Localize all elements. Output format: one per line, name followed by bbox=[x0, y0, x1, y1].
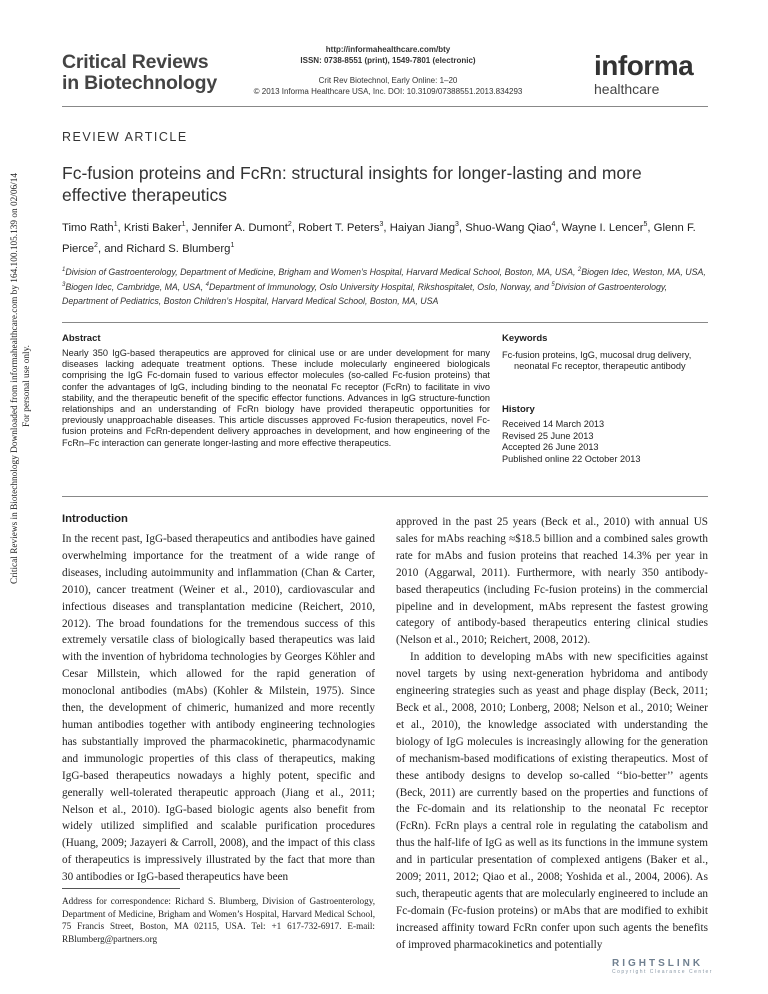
author-affiliation-mark: 2 bbox=[94, 241, 98, 249]
correspondence-footnote: Address for correspondence: Richard S. Blumberg, Division of Gastroenterology, Department of Medicine, Brigham and Women’s Hospital, Harvard Medical School, 75 Francis Street, Boston, MA 02115, USA. Tel: +1 617-732-6917. E-mail: RBlumberg@partners.org bbox=[62, 896, 375, 944]
article-type: REVIEW ARTICLE bbox=[62, 130, 188, 144]
author-affiliation-mark: 5 bbox=[643, 221, 648, 228]
affiliation-list bbox=[62, 264, 712, 308]
author-name: Timo Rath bbox=[62, 221, 114, 234]
author-separator: , bbox=[291, 221, 299, 234]
history-list bbox=[502, 419, 712, 465]
affiliation-mark: 5 bbox=[551, 282, 555, 289]
author-separator: , bbox=[555, 221, 562, 234]
rightslink-logo-subtext: Copyright Clearance Center bbox=[612, 969, 713, 975]
author-affiliation-mark: 1 bbox=[230, 241, 235, 249]
affiliation-text: Department of Immunology, Oslo University Hospital, Rikshospitalet, Oslo, Norway, and bbox=[209, 282, 552, 293]
affiliation-text: Biogen Idec, Cambridge, MA, USA, bbox=[65, 282, 206, 293]
history-revised: Revised 25 June 2013 bbox=[502, 430, 594, 441]
keywords-text: Fc-fusion proteins, IgG, mucosal drug delivery, neonatal Fc receptor, therapeutic antibody bbox=[502, 350, 692, 372]
affiliation-mark: 2 bbox=[577, 267, 582, 273]
author-separator: , bbox=[185, 221, 192, 234]
download-notice bbox=[9, 172, 37, 584]
history-published: Published online 22 October 2013 bbox=[502, 453, 641, 464]
affiliation-mark: 4 bbox=[205, 282, 210, 289]
body-left-column bbox=[62, 531, 375, 886]
author-name: Haiyan Jiang bbox=[389, 221, 456, 234]
author-name: Richard S. Blumberg bbox=[126, 242, 231, 255]
author-name: Glenn F. Pierce bbox=[62, 221, 696, 255]
journal-citation: Crit Rev Biotechnol, Early Online: 1–20 bbox=[318, 76, 458, 85]
author-separator: , and bbox=[97, 242, 127, 255]
author-affiliation-mark: 2 bbox=[287, 221, 292, 228]
journal-logo bbox=[62, 52, 232, 94]
abstract-top-divider bbox=[62, 322, 708, 323]
publisher-logo bbox=[594, 52, 693, 98]
author-affiliation-mark: 1 bbox=[181, 221, 186, 228]
abstract-bottom-divider bbox=[62, 496, 708, 497]
publisher-word2: healthcare bbox=[594, 81, 660, 97]
author-list bbox=[62, 216, 712, 258]
affiliation-text: Biogen Idec, Weston, MA, USA, bbox=[581, 266, 706, 277]
abstract-heading: Abstract bbox=[62, 333, 101, 344]
author-affiliation-mark: 4 bbox=[551, 221, 556, 228]
affiliation-mark: 3 bbox=[62, 282, 66, 289]
journal-url[interactable]: http://informahealthcare.com/bty bbox=[325, 45, 451, 54]
body-right-column bbox=[396, 514, 708, 954]
abstract-text: Nearly 350 IgG-based therapeutics are approved for clinical use or are under development for many diseases lacking adequate treatment options. These include molecularly engineered biologicals comprising the IgG Fc-domain fused to various effector molecules (so-called Fc-fusion proteins) that confer the advantages of IgG, including binding to the neonatal Fc receptor (FcRn) to facilitate in vivo stability, and the therapeutic benefit of the specific effector functions. Advances in IgG structure-function relationships and an understanding of FcRn biology have provided therapeutic opportunities for previously unapproachable diseases. This article discusses approved Fc-fusion therapeutics, novel Fc-fusion proteins and FcRn-dependent delivery approaches in development, and how engineering of the FcRn–Fc interaction can generate longer-lasting and more effective therapeutics. bbox=[62, 348, 490, 448]
intro-paragraph-2: approved in the past 25 years (Beck et al., 2010) with annual US sales for mAbs reaching ≈$18.5 billion and a combined sales growth rate for mAbs and fusion proteins that reached 14.3% per year in 2010 (Aggarwal, 2011). Furthermore, with nearly 350 antibody-based therapeutics (including Fc-fusion proteins) in the commercial pipeline and in development, mAbs represent the fastest growing category of antibody-based therapeutics entering clinical studies (Nelson et al., 2010; Reichert, 2008, 2012). bbox=[396, 516, 708, 647]
author-separator: , bbox=[458, 221, 466, 234]
journal-info bbox=[238, 44, 538, 97]
history-received: Received 14 March 2013 bbox=[502, 419, 605, 429]
author-separator: , bbox=[117, 221, 124, 234]
author-name: Robert T. Peters bbox=[298, 221, 380, 234]
author-affiliation-mark: 3 bbox=[455, 221, 459, 228]
author-separator: , bbox=[383, 221, 390, 234]
footnote-divider bbox=[62, 888, 180, 889]
journal-issn: ISSN: 0738-8551 (print), 1549-7801 (electronic) bbox=[300, 56, 476, 65]
author-name: Kristi Baker bbox=[123, 221, 182, 234]
affiliation-mark: 1 bbox=[62, 267, 66, 273]
introduction-heading: Introduction bbox=[62, 513, 128, 525]
intro-paragraph-3: In addition to developing mAbs with new specificities against novel targets by using next-generation hybridoma and antibody engineering strategies such as yeast and phage display (Beck, 2011; Beck et al., 2008, 2010; Lonberg, 2008; Nelson et al., 2010; Weiner et al., 2010), the knowledge associated with understanding the biology of IgG molecules is increasingly allowing for the generation of mechanism-based modifications of existing therapeutics. Most of these antibody designs to develop so-called ‘‘bio-better’’ agents (Beck, 2011) are currently based on the properties and functions of the Fc-domain and its relationship to the neonatal Fc receptor (FcRn). FcRn plays a central role in regulating the catabolism and thus the half-life of IgG as well as its functions in the immune system and in particular presentation of complexed antigens (Baker et al., 2009; 2011, 2012; Qiao et al., 2008; Yoshida et al., 2004, 2006). As such, therapeutic agents that are molecularly engineered to include an Fc-domain (Fc-fusion proteins) or mAbs that are modified to exhibit increased affinity toward FcRn confer upon such agents the benefits of improved pharmacokinetics and potentially bbox=[396, 651, 708, 951]
keywords-heading: Keywords bbox=[502, 333, 548, 344]
affiliation-text: Division of Gastroenterology, Department of Pediatrics, Boston Children’s Hospital, Harvard Medical School, Boston, MA, USA bbox=[62, 282, 668, 306]
author-separator: , bbox=[647, 221, 654, 234]
author-affiliation-mark: 1 bbox=[113, 221, 118, 228]
history-heading: History bbox=[502, 404, 535, 415]
header-divider bbox=[62, 106, 708, 107]
article-title: Fc-fusion proteins and FcRn: structural insights for longer-lasting and more effective therapeutics bbox=[62, 163, 642, 205]
author-affiliation-mark: 3 bbox=[379, 221, 384, 228]
author-name: Shuo-Wang Qiao bbox=[465, 221, 552, 234]
intro-paragraph-1: In the recent past, IgG-based therapeutics and antibodies have gained overwhelming importance for the treatment of a wide range of diseases, including autoimmunity and inflammation (Chan & Carter, 2010), cancer treatment (Weiner et al., 2010), cardiovascular and infectious diseases and transplantation medicine (Reichert, 2010, 2012). The broad foundations for the tremendous success of this extremely versatile class of biologically based therapeutics was laid with the invention of hybridoma technologies by Georges Köhler and Cesar Millstein, which allowed for the rapid generation of monoclonal antibodies (mAbs) (Kohler & Milstein, 1975). Since then, the development of chimeric, humanized and more recently human antibodies together with antibody engineering technologies has substantially improved the pharmacokinetic, pharmacodynamic and immunologic properties of this class of therapeutics, making IgG-based therapeutics nowadays a highly potent, specific and generally well-tolerated therapeutic approach (Jiang et al., 2011; Nelson et al., 2010). IgG-based biologic agents also benefit from widely utilized simplified and scalable purification procedures (Huang, 2009; Jazayeri & Carroll, 2008), and the impact of this class of therapeutics is impressively illustrated by the fact that more than 30 antibodies or IgG-based therapeutics have been bbox=[62, 533, 375, 884]
journal-name-line1: Critical Reviews bbox=[62, 51, 209, 73]
history-accepted: Accepted 26 June 2013 bbox=[502, 442, 599, 452]
author-name: Jennifer A. Dumont bbox=[191, 221, 288, 234]
rightslink-logo bbox=[612, 958, 752, 978]
publisher-word1: informa bbox=[594, 50, 694, 81]
author-name: Wayne I. Lencer bbox=[561, 221, 644, 234]
journal-name-line2: in Biotechnology bbox=[62, 72, 217, 94]
copyright-doi: © 2013 Informa Healthcare USA, Inc. DOI: 10.3109/07388551.2013.834293 bbox=[253, 87, 523, 96]
download-notice-line2: For personal use only. bbox=[22, 344, 32, 428]
affiliation-text: Division of Gastroenterology, Department of Medicine, Brigham and Women’s Hospital, Harvard Medical School, Boston, MA, USA, bbox=[65, 266, 578, 277]
rightslink-logo-text: RIGHTSLINK bbox=[612, 958, 704, 969]
download-notice-line1: Critical Reviews in Biotechnology Downloaded from informahealthcare.com by 164.100.105.139 on 02/06/14 bbox=[10, 172, 20, 584]
